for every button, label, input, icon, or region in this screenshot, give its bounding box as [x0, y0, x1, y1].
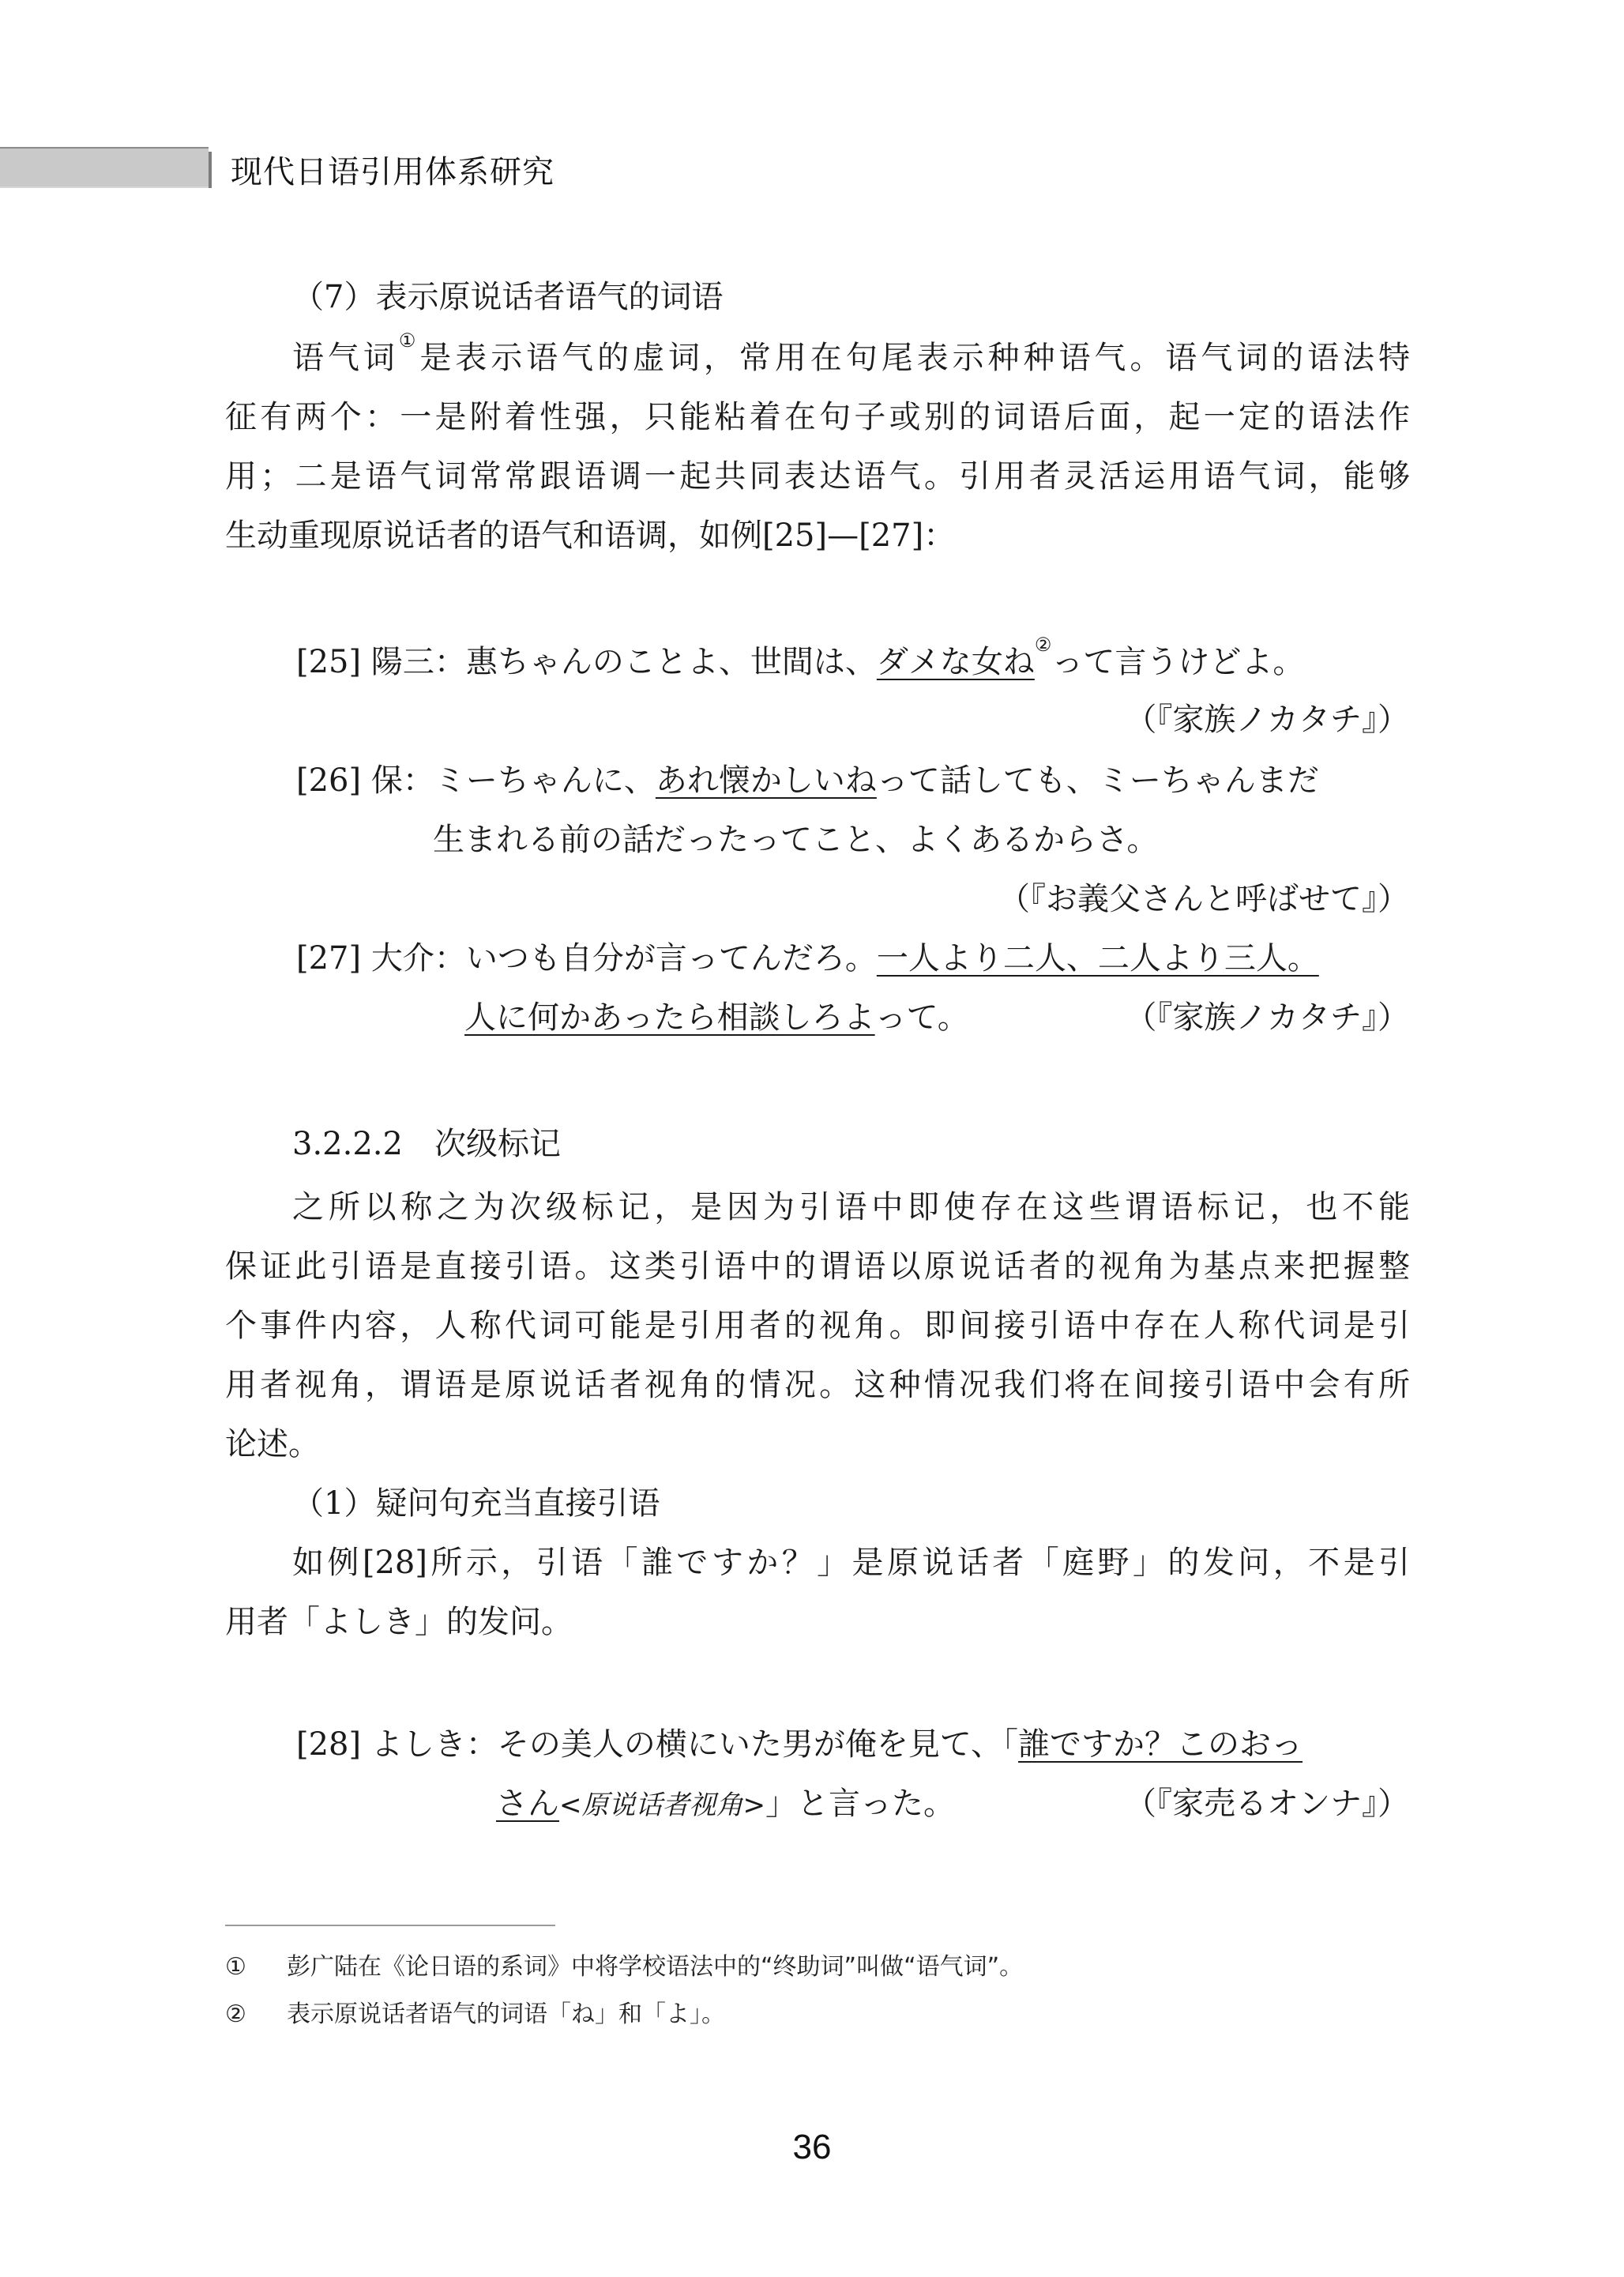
example-line: さん<原说话者视角>」と言った。 [496, 1786, 955, 1822]
section-heading: 3.2.2.2 次级标记 [292, 1126, 561, 1162]
paragraph-line: 如例[28]所示，引语「誰ですか？」是原说话者「庭野」的发问，不是引 [292, 1545, 1410, 1581]
footnote-text: 表示原说话者语气的词语「ね」和「よ」。 [287, 2000, 725, 2028]
example-source: （『家売るオンナ』） [1125, 1786, 1409, 1822]
underlined-quote: さん [496, 1786, 559, 1822]
section-heading: （7）表示原说话者语气的词语 [292, 279, 724, 315]
footnote-ref[interactable]: ① [398, 329, 420, 352]
example-25: [25] 陽三：惠ちゃんのことよ、世間は、ダメな女ね②って言うけどよ。 [296, 634, 1305, 680]
footnote-mark: ② [225, 2000, 246, 2028]
paragraph-line: 用者视角，谓语是原说话者视角的情况。这种情况我们将在间接引语中会有所 [225, 1367, 1410, 1403]
footnote-mark: ① [225, 1953, 246, 1981]
underlined-quote: ダメな女ね [876, 644, 1035, 680]
example-source: （『お義父さんと呼ばせて』） [998, 881, 1409, 917]
underlined-quote: 人に何かあったら相談しろよ [464, 999, 875, 1036]
paragraph-line: 论述。 [225, 1426, 320, 1462]
example-27: [27] 大介：いつも自分が言ってんだろ。一人より二人、二人より三人。 [296, 940, 1319, 977]
footnote-text: 彭广陆在《论日语的系词》中将学校语法中的“终助词”叫做“语气词”。 [287, 1953, 1024, 1981]
footnote-1 [225, 1950, 1023, 1985]
paragraph-line: 用；二是语气词常常跟语调一起共同表达语气。引用者灵活运用语气词，能够 [225, 458, 1410, 495]
paragraph-line: 用者「よしき」的发问。 [225, 1604, 573, 1640]
header-bar [0, 147, 209, 188]
underlined-quote: あれ懐かしいね [655, 762, 877, 799]
example-source: （『家族ノカタチ』） [1125, 702, 1409, 738]
subsection-heading: （1）疑问句充当直接引语 [292, 1485, 660, 1522]
paragraph-line: 之所以称之为次级标记，是因为引语中即使存在这些谓语标记，也不能 [292, 1189, 1410, 1225]
header-divider [209, 152, 212, 188]
footnote-ref[interactable]: ② [1034, 634, 1052, 656]
underlined-quote: 誰ですか？このおっ [1018, 1726, 1303, 1763]
perspective-tag: <原说话者视角> [559, 1790, 765, 1821]
example-source: （『家族ノカタチ』） [1125, 999, 1409, 1036]
example-28: [28] よしき：その美人の横にいた男が俺を見て、「誰ですか？このおっ [296, 1726, 1303, 1763]
running-title: 现代日语引用体系研究 [231, 154, 554, 190]
paragraph-line: 生动重现原说话者的语气和语调，如例[25]—[27]： [225, 518, 956, 554]
paragraph-line: 语气词①是表示语气的虚词，常用在句尾表示种种语气。语气词的语法特 [292, 329, 1411, 376]
example-line: 人に何かあったら相談しろよって。 [464, 999, 969, 1036]
underlined-quote: 一人より二人、二人より三人。 [876, 940, 1319, 977]
example-line: 生まれる前の話だったってこと、よくあるからさ。 [433, 822, 1159, 858]
paragraph-line: 征有两个：一是附着性强，只能粘着在句子或别的词语后面，起一定的语法作 [225, 399, 1410, 435]
footnote-2 [225, 1997, 725, 2032]
paragraph-line: 个事件内容，人称代词可能是引用者的视角。即间接引语中存在人称代词是引 [225, 1308, 1410, 1344]
example-26: [26] 保：ミーちゃんに、あれ懐かしいねって話しても、ミーちゃんまだ [296, 762, 1319, 799]
page-number: 36 [792, 2128, 832, 2166]
paragraph-line: 保证此引语是直接引语。这类引语中的谓语以原说话者的视角为基点来把握整 [225, 1248, 1410, 1285]
footnote-separator [225, 1925, 555, 1926]
